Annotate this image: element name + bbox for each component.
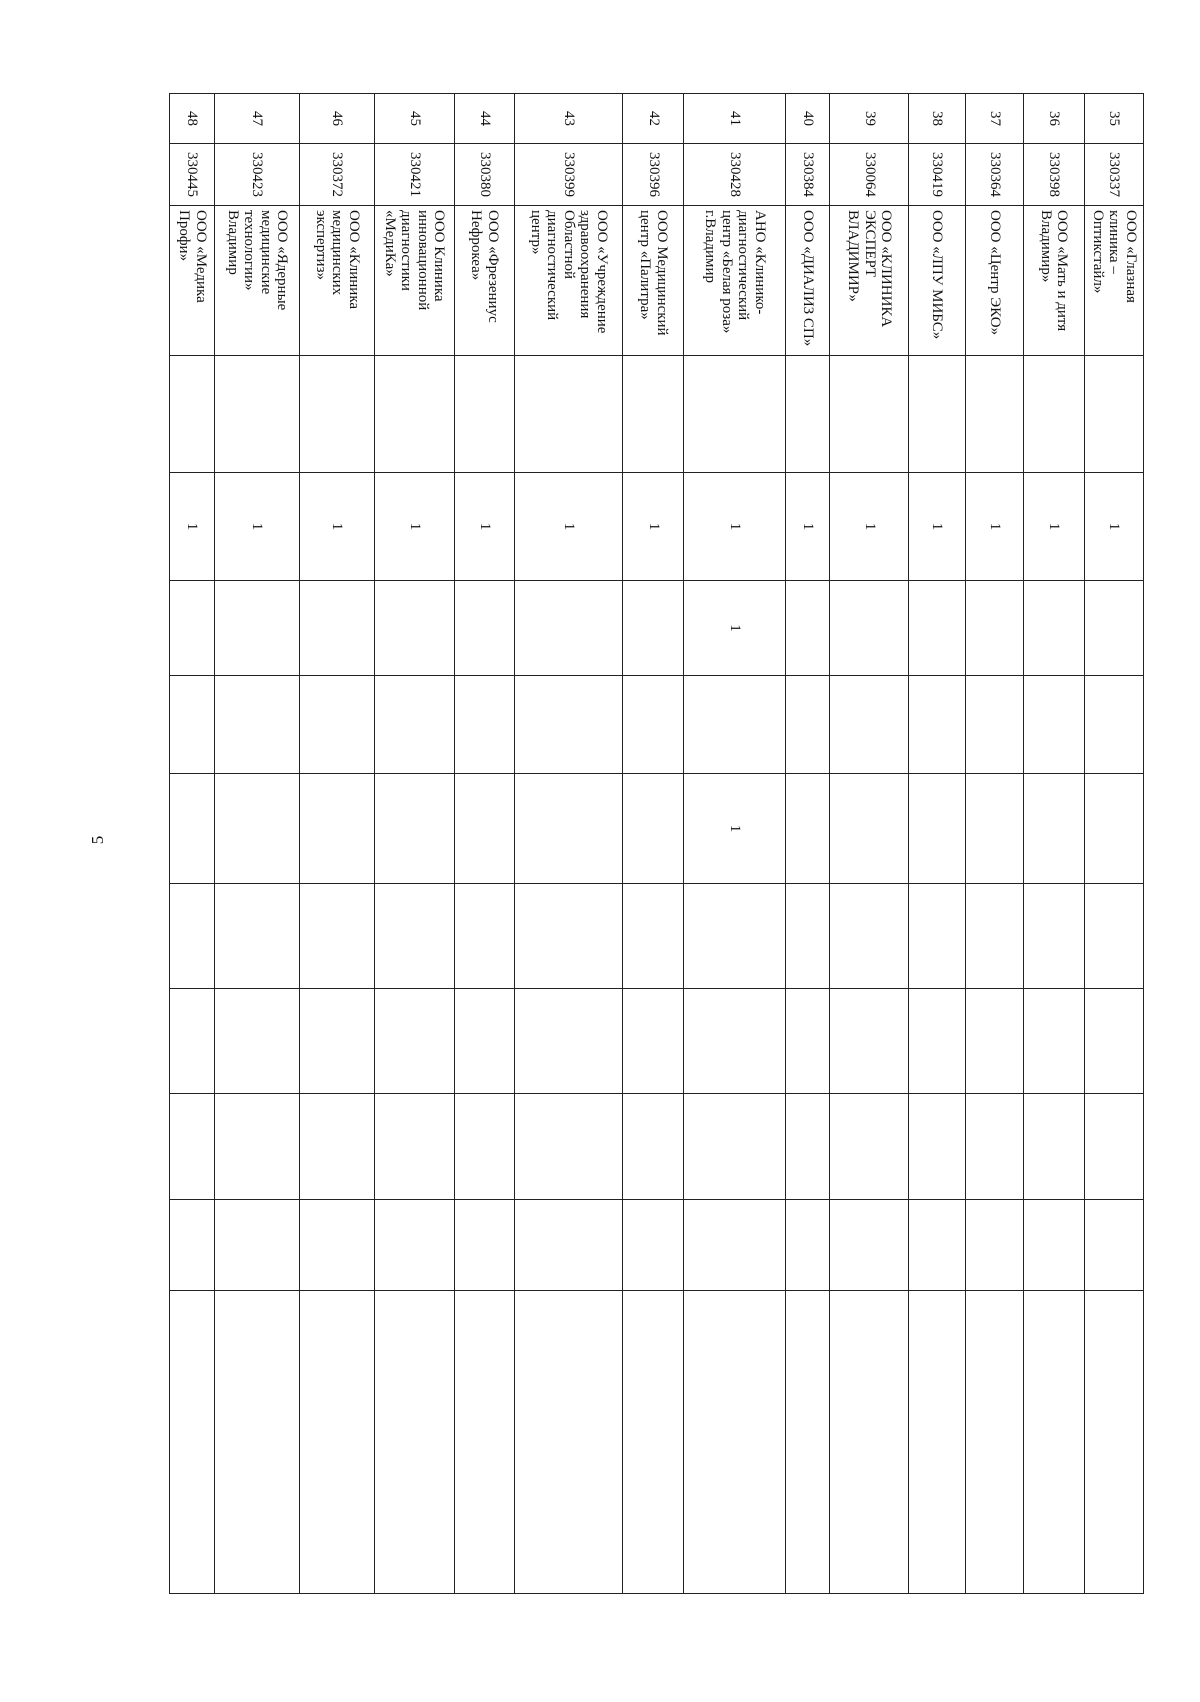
mark-cell <box>1084 676 1143 774</box>
mark-cell <box>514 1094 623 1200</box>
mark-cell <box>374 356 454 473</box>
mark-cell <box>786 774 830 884</box>
mark-cell <box>909 356 966 473</box>
registry-code-cell: 330419 <box>909 144 966 206</box>
mark-cell <box>374 1291 454 1594</box>
mark-cell <box>215 356 300 473</box>
mark-cell <box>514 774 623 884</box>
mark-cell <box>684 884 786 989</box>
mark-cell <box>684 676 786 774</box>
mark-cell <box>1023 676 1084 774</box>
mark-cell <box>830 774 909 884</box>
mark-cell <box>514 356 623 473</box>
mark-cell <box>909 989 966 1094</box>
mark-cell <box>300 884 375 989</box>
mark-cell <box>1084 989 1143 1094</box>
mark-cell: 1 <box>170 473 215 581</box>
registry-code-cell: 330064 <box>830 144 909 206</box>
mark-cell <box>786 989 830 1094</box>
mark-cell <box>830 1291 909 1594</box>
mark-cell <box>909 1094 966 1200</box>
mark-cell <box>215 774 300 884</box>
mark-cell <box>965 989 1023 1094</box>
mark-cell: 1 <box>965 473 1023 581</box>
mark-cell <box>1084 581 1143 676</box>
table-row <box>1084 94 1143 1594</box>
mark-cell <box>454 581 514 676</box>
mark-cell <box>786 676 830 774</box>
row-number-cell: 42 <box>623 94 684 144</box>
mark-cell <box>215 1200 300 1291</box>
mark-cell <box>684 989 786 1094</box>
organization-name-cell: ООО Медицинский центр «Палитра» <box>623 206 684 356</box>
row-number-cell: 47 <box>215 94 300 144</box>
mark-cell <box>1084 1200 1143 1291</box>
mark-cell <box>170 356 215 473</box>
mark-cell <box>623 581 684 676</box>
mark-cell <box>623 356 684 473</box>
mark-cell <box>170 989 215 1094</box>
row-number-cell: 44 <box>454 94 514 144</box>
mark-cell <box>830 1094 909 1200</box>
mark-cell <box>170 884 215 989</box>
mark-cell <box>514 676 623 774</box>
row-number-cell: 40 <box>786 94 830 144</box>
registry-code-cell: 330380 <box>454 144 514 206</box>
mark-cell <box>684 1094 786 1200</box>
mark-cell: 1 <box>300 473 375 581</box>
mark-cell <box>300 581 375 676</box>
mark-cell <box>374 1200 454 1291</box>
mark-cell <box>300 774 375 884</box>
row-number-cell: 43 <box>514 94 623 144</box>
mark-cell <box>374 1094 454 1200</box>
table-row <box>965 94 1023 1594</box>
mark-cell <box>830 1200 909 1291</box>
mark-cell <box>1023 989 1084 1094</box>
mark-cell <box>374 774 454 884</box>
registry-code-cell: 330384 <box>786 144 830 206</box>
mark-cell <box>170 1094 215 1200</box>
mark-cell <box>1084 774 1143 884</box>
row-number-cell: 39 <box>830 94 909 144</box>
mark-cell <box>623 774 684 884</box>
mark-cell <box>514 1200 623 1291</box>
table-row <box>514 94 623 1594</box>
mark-cell <box>965 581 1023 676</box>
mark-cell <box>623 676 684 774</box>
mark-cell <box>454 989 514 1094</box>
mark-cell <box>300 356 375 473</box>
mark-cell <box>454 1291 514 1594</box>
organization-name-cell: АНО «Клинико-диагностический центр «Белая роза» г.Владимир <box>684 206 786 356</box>
mark-cell: 1 <box>830 473 909 581</box>
mark-cell <box>454 1200 514 1291</box>
mark-cell: 1 <box>215 473 300 581</box>
table-row <box>684 94 786 1594</box>
mark-cell <box>170 581 215 676</box>
mark-cell <box>1023 356 1084 473</box>
mark-cell <box>786 1291 830 1594</box>
mark-cell <box>909 884 966 989</box>
organization-name-cell: ООО «Клиника медицинских экспертиз» <box>300 206 375 356</box>
mark-cell <box>300 989 375 1094</box>
row-number-cell: 35 <box>1084 94 1143 144</box>
organization-name-cell: ООО «Глазная клиника – Оптикстайл» <box>1084 206 1143 356</box>
mark-cell: 1 <box>1023 473 1084 581</box>
mark-cell <box>300 1291 375 1594</box>
mark-cell <box>1023 774 1084 884</box>
organization-name-cell: ООО Клиника инновационной диагностики «МедиКа» <box>374 206 454 356</box>
mark-cell <box>830 676 909 774</box>
table-row <box>300 94 375 1594</box>
mark-cell <box>215 676 300 774</box>
row-number-cell: 38 <box>909 94 966 144</box>
mark-cell <box>684 356 786 473</box>
row-number-cell: 45 <box>374 94 454 144</box>
mark-cell: 1 <box>1084 473 1143 581</box>
mark-cell <box>514 884 623 989</box>
mark-cell <box>1023 1291 1084 1594</box>
page-number: 5 <box>88 835 107 845</box>
mark-cell <box>170 676 215 774</box>
mark-cell <box>300 676 375 774</box>
mark-cell <box>830 989 909 1094</box>
organization-name-cell: ООО «Учреждение здравоохранения Областной диагностический центр» <box>514 206 623 356</box>
organization-name-cell: ООО «Ядерные медицинские технологии» Владимир <box>215 206 300 356</box>
mark-cell <box>1084 356 1143 473</box>
mark-cell <box>454 356 514 473</box>
mark-cell <box>830 356 909 473</box>
mark-cell: 1 <box>454 473 514 581</box>
mark-cell <box>965 1200 1023 1291</box>
mark-cell <box>454 884 514 989</box>
mark-cell <box>909 1200 966 1291</box>
mark-cell: 1 <box>786 473 830 581</box>
mark-cell: 1 <box>623 473 684 581</box>
mark-cell <box>1023 581 1084 676</box>
mark-cell <box>514 1291 623 1594</box>
table-row <box>623 94 684 1594</box>
mark-cell <box>300 1094 375 1200</box>
registry-code-cell: 330399 <box>514 144 623 206</box>
table-row <box>454 94 514 1594</box>
mark-cell <box>786 356 830 473</box>
mark-cell <box>623 1291 684 1594</box>
mark-cell <box>215 1291 300 1594</box>
mark-cell <box>965 774 1023 884</box>
registry-table-wrapper <box>169 93 1144 1593</box>
mark-cell <box>623 1094 684 1200</box>
mark-cell <box>454 1094 514 1200</box>
row-number-cell: 37 <box>965 94 1023 144</box>
mark-cell <box>909 1291 966 1594</box>
mark-cell <box>623 989 684 1094</box>
organization-name-cell: ООО «Мать и дитя Владимир» <box>1023 206 1084 356</box>
mark-cell: 1 <box>374 473 454 581</box>
mark-cell <box>786 884 830 989</box>
mark-cell <box>965 884 1023 989</box>
mark-cell: 1 <box>514 473 623 581</box>
mark-cell <box>965 1291 1023 1594</box>
registry-table <box>169 93 1144 1594</box>
registry-code-cell: 330423 <box>215 144 300 206</box>
organization-name-cell: ООО «ЛПУ МИБС» <box>909 206 966 356</box>
mark-cell <box>684 1291 786 1594</box>
mark-cell <box>830 884 909 989</box>
registry-code-cell: 330428 <box>684 144 786 206</box>
registry-code-cell: 330372 <box>300 144 375 206</box>
row-number-cell: 48 <box>170 94 215 144</box>
mark-cell <box>514 989 623 1094</box>
registry-code-cell: 330445 <box>170 144 215 206</box>
mark-cell <box>374 989 454 1094</box>
registry-code-cell: 330364 <box>965 144 1023 206</box>
registry-table-body <box>170 94 1144 1594</box>
mark-cell <box>1023 1094 1084 1200</box>
table-row <box>830 94 909 1594</box>
mark-cell <box>965 1094 1023 1200</box>
organization-name-cell: ООО «Центр ЭКО» <box>965 206 1023 356</box>
mark-cell <box>454 774 514 884</box>
mark-cell <box>170 1291 215 1594</box>
registry-code-cell: 330398 <box>1023 144 1084 206</box>
registry-code-cell: 330337 <box>1084 144 1143 206</box>
table-row <box>1023 94 1084 1594</box>
mark-cell <box>1084 1291 1143 1594</box>
row-number-cell: 46 <box>300 94 375 144</box>
organization-name-cell: ООО «КЛИНИКА ЭКСПЕРТ ВЛАДИМИР» <box>830 206 909 356</box>
table-row <box>909 94 966 1594</box>
mark-cell: 1 <box>909 473 966 581</box>
registry-code-cell: 330421 <box>374 144 454 206</box>
row-number-cell: 41 <box>684 94 786 144</box>
mark-cell <box>909 774 966 884</box>
organization-name-cell: ООО «Фрезениус Нефрокеа» <box>454 206 514 356</box>
registry-code-cell: 330396 <box>623 144 684 206</box>
mark-cell <box>1023 1200 1084 1291</box>
mark-cell <box>1084 884 1143 989</box>
mark-cell <box>909 581 966 676</box>
table-row <box>215 94 300 1594</box>
mark-cell <box>965 356 1023 473</box>
table-row <box>374 94 454 1594</box>
mark-cell <box>215 581 300 676</box>
table-row <box>170 94 215 1594</box>
mark-cell <box>300 1200 375 1291</box>
mark-cell <box>786 1200 830 1291</box>
mark-cell <box>786 1094 830 1200</box>
mark-cell <box>684 1200 786 1291</box>
mark-cell <box>374 676 454 774</box>
mark-cell <box>786 581 830 676</box>
table-row <box>786 94 830 1594</box>
mark-cell <box>1023 884 1084 989</box>
row-number-cell: 36 <box>1023 94 1084 144</box>
mark-cell <box>374 581 454 676</box>
mark-cell <box>514 581 623 676</box>
mark-cell <box>623 884 684 989</box>
mark-cell <box>215 884 300 989</box>
organization-name-cell: ООО «ДИАЛИЗ СП» <box>786 206 830 356</box>
mark-cell <box>374 884 454 989</box>
mark-cell <box>170 1200 215 1291</box>
mark-cell <box>830 581 909 676</box>
organization-name-cell: ООО «Медика Профи» <box>170 206 215 356</box>
mark-cell <box>215 989 300 1094</box>
mark-cell: 1 <box>684 581 786 676</box>
mark-cell <box>909 676 966 774</box>
mark-cell: 1 <box>684 774 786 884</box>
mark-cell <box>170 774 215 884</box>
mark-cell: 1 <box>684 473 786 581</box>
mark-cell <box>965 676 1023 774</box>
mark-cell <box>1084 1094 1143 1200</box>
mark-cell <box>623 1200 684 1291</box>
mark-cell <box>454 676 514 774</box>
mark-cell <box>215 1094 300 1200</box>
